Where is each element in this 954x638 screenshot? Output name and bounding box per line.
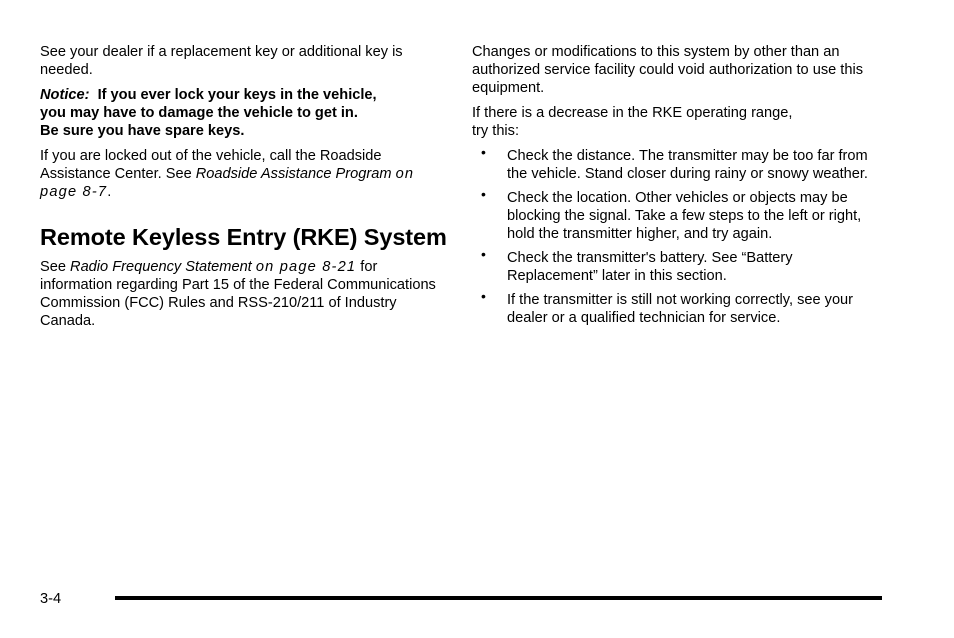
troubleshooting-list xyxy=(472,144,882,327)
range-decrease-paragraph xyxy=(472,104,882,140)
right-column xyxy=(472,43,882,333)
radio-frequency-page-ref[interactable]: on page 8-21 xyxy=(255,259,357,275)
list-item-text: Check the distance. The transmitter may be too far from the vehicle. Stand closer during rainy or snowy weather. xyxy=(507,148,868,182)
radio-frequency-link[interactable]: Radio Frequency Statement xyxy=(70,259,252,275)
replacement-key-paragraph: See your dealer if a replacement key or additional key is needed. xyxy=(40,44,403,78)
list-item xyxy=(472,246,882,285)
locked-out-text: If you are locked out of the vehicle, call the Roadside Assistance Center. See xyxy=(40,148,382,182)
left-column xyxy=(40,43,450,337)
bullet-icon: • xyxy=(481,246,486,262)
roadside-assistance-link[interactable]: Roadside Assistance Program xyxy=(195,166,392,182)
radio-frequency-start: See xyxy=(40,259,71,275)
list-item-text: If the transmitter is still not working correctly, see your dealer or a qualified technician for service. xyxy=(507,292,854,326)
radio-frequency-text: for information regarding Part 15 of the Federal Communications Commission (FCC) Rules and RSS-210/211 of Industry Canada. xyxy=(40,259,436,329)
notice-line-3: Be sure you have spare keys. xyxy=(40,123,245,139)
range-decrease-line-1: If there is a decrease in the RKE operating range, xyxy=(472,105,793,121)
locked-out-paragraph xyxy=(40,147,450,201)
notice-paragraph xyxy=(40,86,450,140)
footer-rule xyxy=(115,596,882,600)
modifications-paragraph: Changes or modifications to this system by other than an authorized service facility could void authorization to use this equipment. xyxy=(472,44,863,96)
locked-out-end: . xyxy=(107,184,112,200)
notice-line-2: you may have to damage the vehicle to get in. xyxy=(40,105,358,121)
section-title: Remote Keyless Entry (RKE) System xyxy=(40,224,447,250)
list-item xyxy=(472,186,882,243)
bullet-icon: • xyxy=(481,186,486,202)
bullet-icon: • xyxy=(481,288,486,304)
list-item-text: Check the location. Other vehicles or objects may be blocking the signal. Take a few steps to the left or right, hold the transmitter higher, and try again. xyxy=(507,190,862,242)
page-number: 3-4 xyxy=(40,591,62,607)
list-item xyxy=(472,144,882,183)
list-item-text: Check the transmitter's battery. See “Battery Replacement” later in this section. xyxy=(507,250,793,284)
notice-label: Notice: xyxy=(40,87,90,103)
radio-frequency-paragraph xyxy=(40,258,450,330)
roadside-assistance-page-ref[interactable]: on page 8-7 xyxy=(40,166,415,200)
list-item xyxy=(472,288,882,327)
bullet-icon: • xyxy=(481,144,486,160)
notice-line-1: If you ever lock your keys in the vehicle, xyxy=(97,87,377,103)
range-decrease-line-2: try this: xyxy=(472,123,520,139)
